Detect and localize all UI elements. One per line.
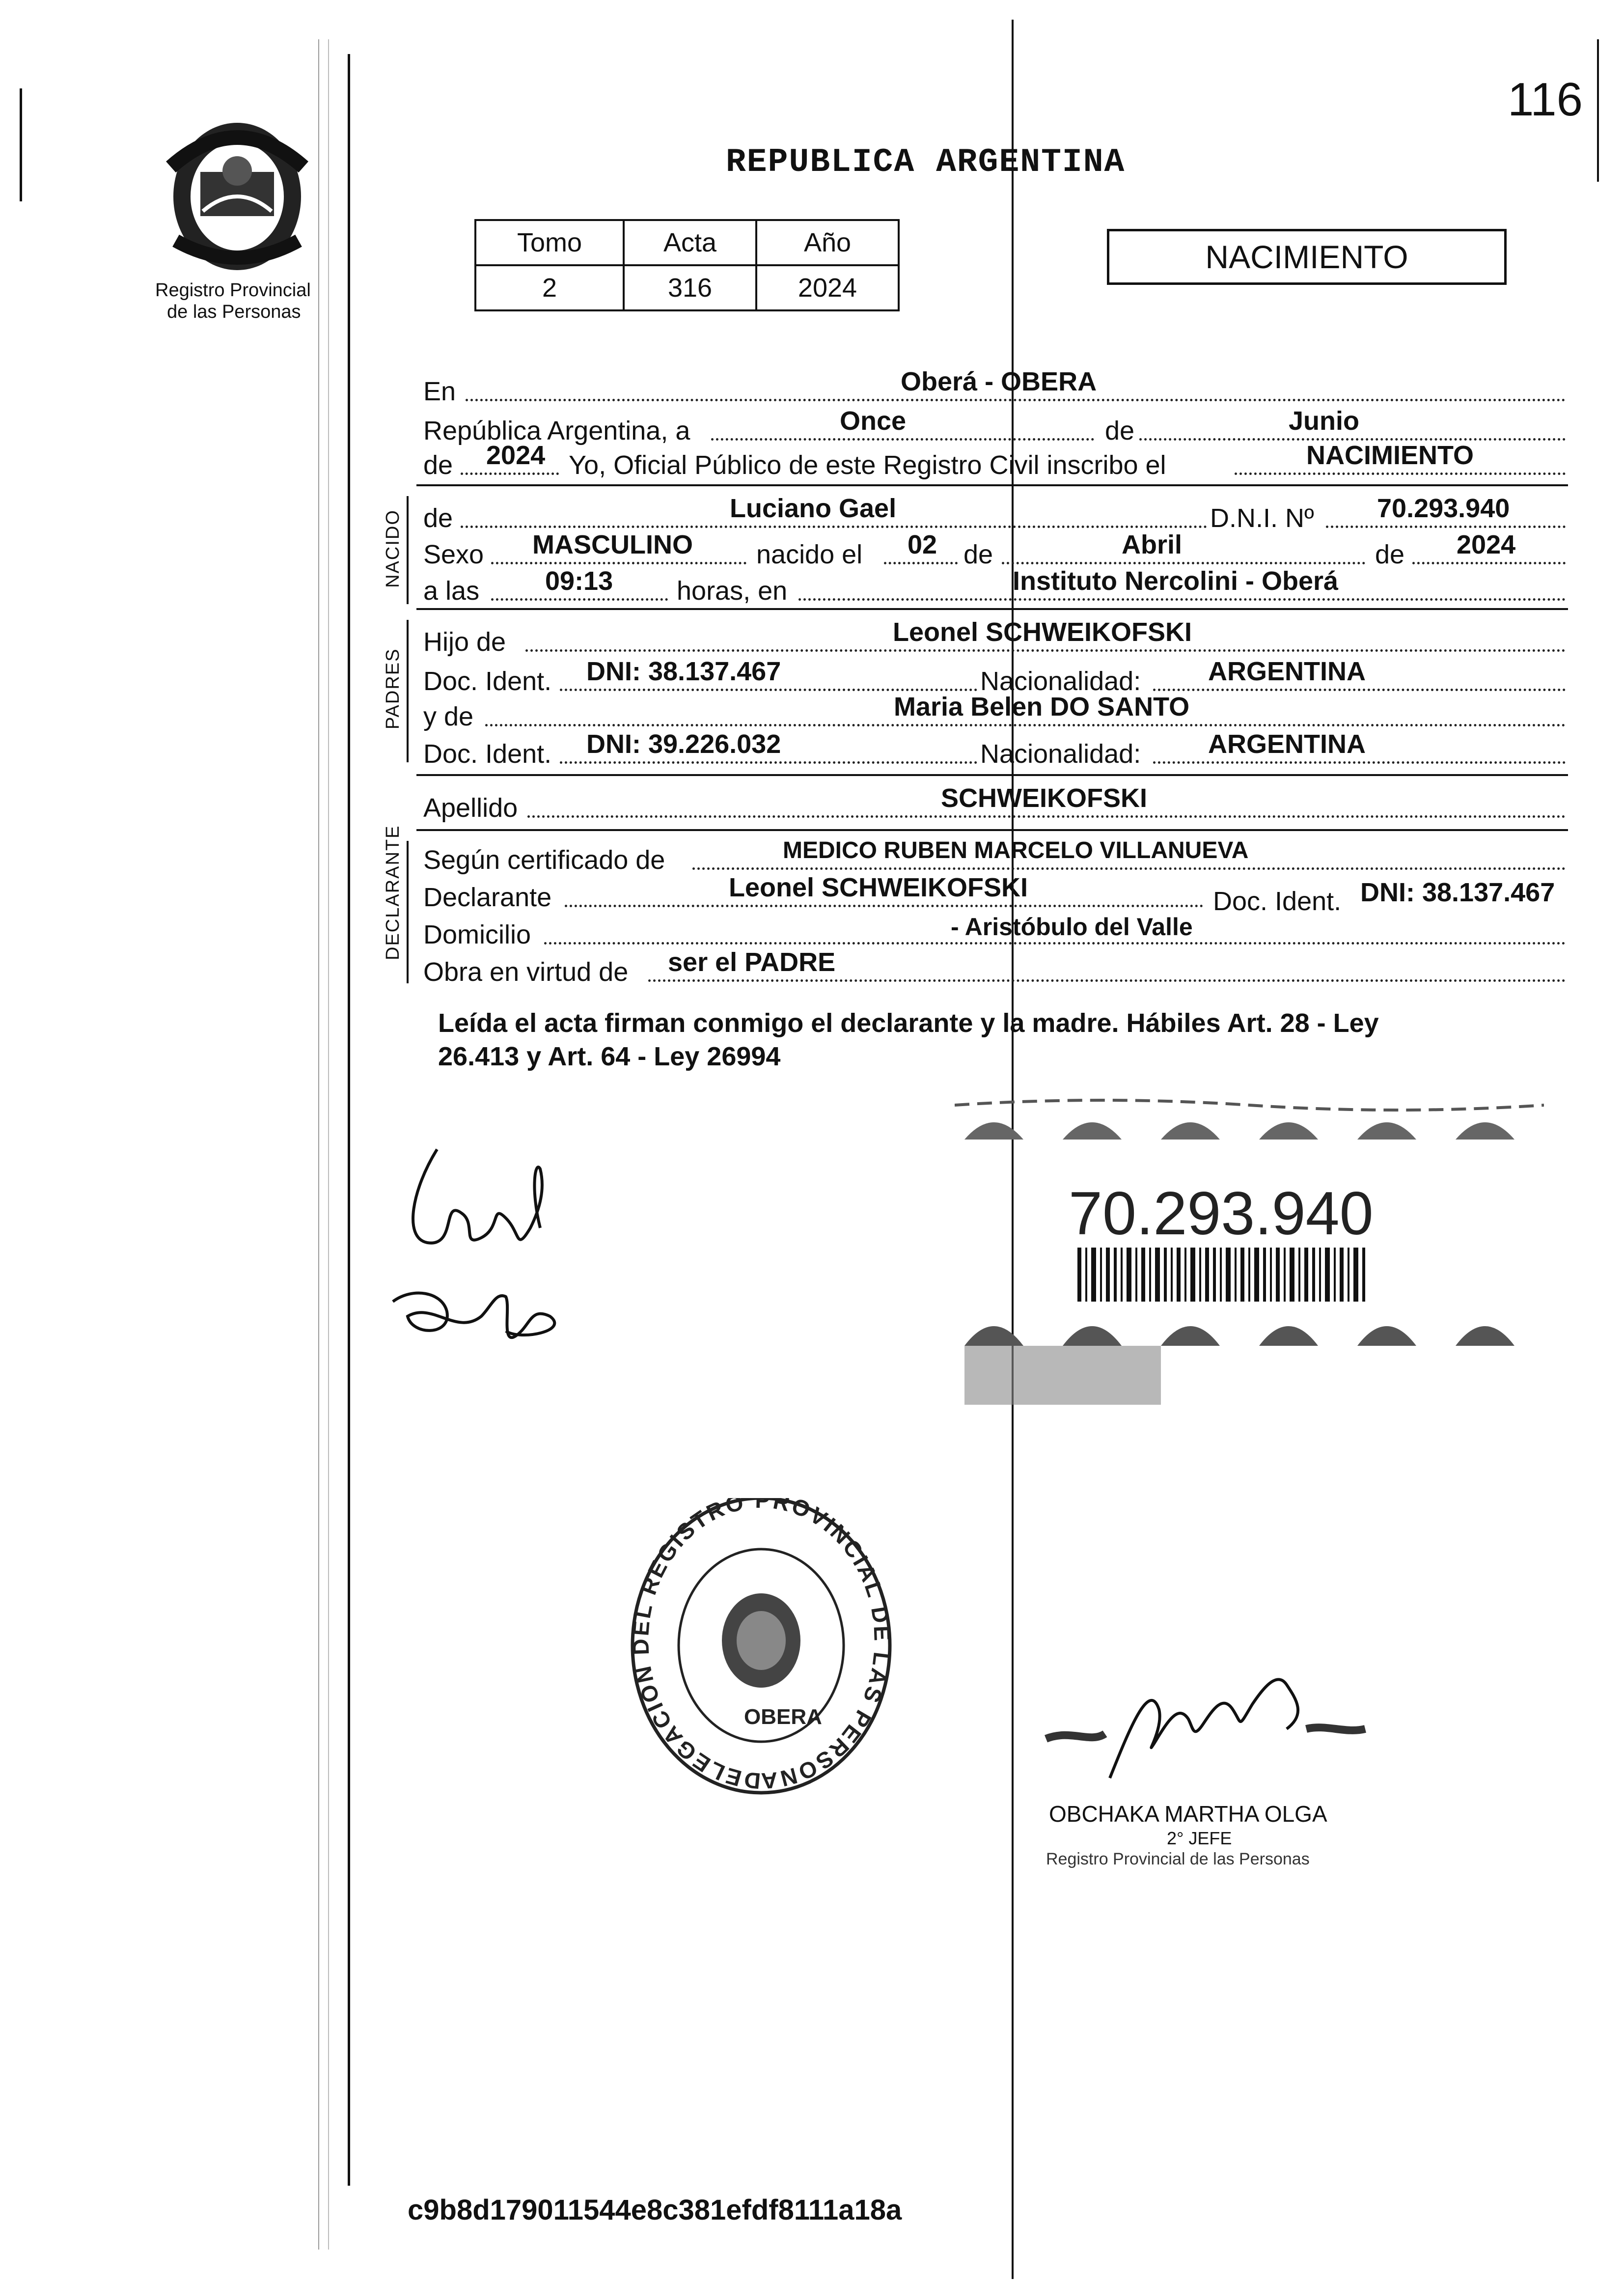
right-edge-line — [1597, 39, 1599, 182]
barcode-sticker — [955, 1090, 1544, 1415]
lugar-dotline — [798, 598, 1566, 601]
horas-en-label: horas, en — [677, 576, 788, 606]
madre-nac-dotline — [1153, 761, 1566, 764]
madre-nacionalidad: ARGENTINA — [1208, 729, 1366, 759]
tomo-header: Tomo — [475, 220, 624, 265]
nacido-lugar: Instituto Nercolini - Oberá — [1013, 566, 1339, 596]
intro-dia: Once — [840, 406, 907, 436]
tomo-value: 2 — [475, 265, 624, 310]
madre-dotline — [485, 724, 1566, 726]
page-number: 116 — [1508, 73, 1583, 126]
nacido-mes: Abril — [1122, 530, 1183, 559]
official-role: 2° JEFE — [1167, 1828, 1232, 1848]
padres-section-label: PADRES — [383, 648, 403, 729]
declarante-label: Declarante — [423, 883, 552, 912]
nacido-sexo: MASCULINO — [532, 530, 693, 559]
mes-dotline — [1002, 562, 1365, 564]
official-name: OBCHAKA MARTHA OLGA — [1049, 1801, 1327, 1827]
certificado-value: MEDICO RUBEN MARCELO VILLANUEVA — [783, 837, 1249, 863]
section-divider-2 — [416, 608, 1568, 610]
hijo-de-label: Hijo de — [423, 627, 506, 657]
en-label: En — [423, 377, 456, 406]
anio-dotline — [1412, 562, 1566, 564]
republica-dotline — [711, 438, 1094, 441]
padre-nac-dotline — [1153, 689, 1566, 691]
closing-line2: 26.413 y Art. 64 - Ley 26994 — [438, 1042, 781, 1071]
madre-nac-label: Nacionalidad: — [980, 739, 1141, 769]
apellido-value: SCHWEIKOFSKI — [941, 783, 1148, 813]
closing-line1: Leída el acta firman conmigo el declarante y la madre. Hábiles Art. 28 - Ley — [438, 1008, 1379, 1038]
intro-anio: 2024 — [486, 441, 546, 470]
obra-value: ser el PADRE — [668, 947, 836, 977]
apellido-dotline — [527, 815, 1566, 818]
padre-doc-label: Doc. Ident. — [423, 667, 552, 696]
nacido-section-label: NACIDO — [383, 509, 403, 588]
intro-tipo: NACIMIENTO — [1306, 441, 1474, 470]
anio-value: 2024 — [756, 265, 899, 310]
acta-value: 316 — [624, 265, 756, 310]
declarante-doc-label: Doc. Ident. — [1213, 887, 1342, 916]
nacido-hora: 09:13 — [545, 566, 613, 596]
madre-nombre: Maria Belen DO SANTO — [894, 692, 1190, 722]
dia-dotline — [884, 562, 958, 564]
section-divider-4 — [416, 829, 1568, 831]
a-las-label: a las — [423, 576, 480, 606]
nacido-de-label: de — [423, 503, 453, 533]
republica-label: República Argentina, a — [423, 416, 690, 445]
intro-tipo-dotline — [1235, 473, 1566, 475]
punch-line-a — [318, 39, 319, 2250]
barcode-number: 70.293.940 — [1069, 1180, 1374, 1248]
section-divider-3 — [416, 774, 1568, 776]
declarante-doc: DNI: 38.137.467 — [1360, 878, 1555, 907]
left-margin-line — [348, 54, 350, 2186]
tomo-acta-anio-table — [474, 219, 900, 311]
official-signature — [1031, 1650, 1375, 1798]
province-seal-logo — [156, 113, 318, 280]
intro-anio-dotline — [461, 473, 559, 475]
stamp-city: OBERA — [744, 1705, 822, 1729]
declarante-bracket — [407, 841, 409, 983]
anio-header: Año — [756, 220, 899, 265]
intro-de-label2: de — [423, 450, 453, 480]
madre-doc-label: Doc. Ident. — [423, 739, 552, 769]
madre-doc: DNI: 39.226.032 — [586, 729, 781, 759]
madre-doc-dotline — [560, 761, 977, 764]
nacido-bracket — [407, 496, 409, 604]
nacido-nombre: Luciano Gael — [730, 494, 897, 523]
nacido-anio-de-label: de — [1375, 540, 1405, 569]
page-title: REPUBLICA ARGENTINA — [726, 143, 1126, 181]
domicilio-dotline — [544, 942, 1566, 945]
nombre-dotline — [461, 526, 1207, 528]
dni-dotline — [1326, 526, 1566, 528]
stamp-ring-text: DELEGACION DEL REGISTRO PROVINCIAL DE LAS PERSONA — [628, 1498, 895, 1794]
certificado-label: Según certificado de — [423, 845, 665, 875]
padre-dotline — [525, 649, 1566, 652]
official-office: Registro Provincial de las Personas — [1046, 1850, 1310, 1868]
intro-mes: Junio — [1289, 406, 1359, 436]
domicilio-label: Domicilio — [423, 920, 531, 949]
document-hash: c9b8d179011544e8c381efdf8111a18a — [408, 2194, 902, 2226]
outer-left-mark — [20, 88, 22, 201]
dni-label: D.N.I. Nº — [1210, 503, 1314, 533]
barcode-bars — [1077, 1248, 1365, 1302]
logo-caption-line2: de las Personas — [167, 302, 301, 322]
acta-header: Acta — [624, 220, 756, 265]
padres-bracket — [407, 620, 409, 762]
logo-caption-line1: Registro Provincial — [155, 280, 311, 301]
certificado-dotline — [692, 867, 1566, 870]
domicilio-value: - Aristóbulo del Valle — [951, 913, 1193, 941]
obra-dotline — [648, 979, 1566, 982]
padre-nac-label: Nacionalidad: — [980, 667, 1141, 696]
intro-lugar: Oberá - OBERA — [901, 367, 1097, 396]
hora-dotline — [491, 598, 668, 601]
nacido-dia: 02 — [908, 530, 937, 559]
nacido-mes-de-label: de — [963, 540, 993, 569]
record-type-box — [1107, 229, 1507, 285]
declarante-nombre: Leonel SCHWEIKOFSKI — [729, 873, 1028, 902]
section-divider-1 — [416, 484, 1568, 486]
sexo-label: Sexo — [423, 540, 484, 569]
declarante-section-label: DECLARANTE — [383, 825, 403, 960]
en-dotline — [466, 399, 1566, 401]
nacido-dni: 70.293.940 — [1377, 494, 1510, 523]
apellido-label: Apellido — [423, 793, 518, 823]
y-de-label: y de — [423, 702, 474, 731]
nacido-el-label: nacido el — [756, 540, 863, 569]
punch-line-b — [328, 39, 329, 2250]
official-stamp — [624, 1498, 899, 1812]
nacido-anio: 2024 — [1457, 530, 1516, 559]
officer-text: Yo, Oficial Público de este Registro Civil inscribo el — [569, 450, 1166, 480]
record-type-label: NACIMIENTO — [1205, 239, 1408, 275]
padre-doc-dotline — [560, 689, 977, 691]
padre-nacionalidad: ARGENTINA — [1208, 657, 1366, 686]
sexo-dotline — [491, 562, 746, 564]
obra-label: Obra en virtud de — [423, 957, 629, 987]
declarante-dotline — [565, 905, 1203, 907]
declarant-signature — [383, 1130, 589, 1375]
padre-doc: DNI: 38.137.467 — [586, 657, 781, 686]
intro-de-label: de — [1105, 416, 1135, 445]
padre-nombre: Leonel SCHWEIKOFSKI — [893, 617, 1192, 647]
